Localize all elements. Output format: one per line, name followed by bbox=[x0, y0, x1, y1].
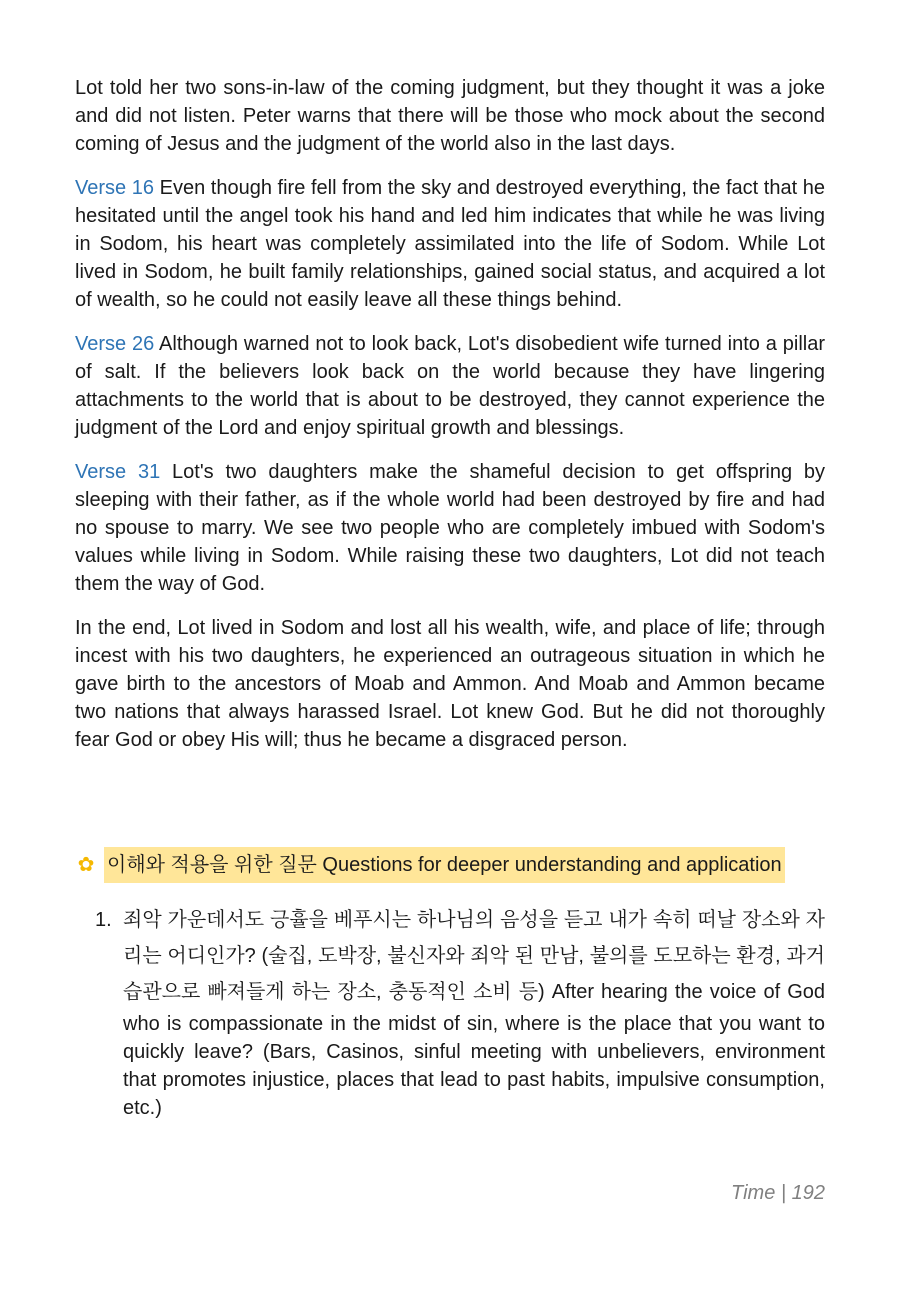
verse-reference: Verse 31 bbox=[75, 461, 161, 483]
paragraph-text: Even though fire fell from the sky and destroyed everything, the fact that he hesitated until the angel took his hand and led him indicates that while he was living in Sodom, his heart was completely assimilated into the life of Sodom. While Lot lived in Sodom, he built family relationships, gained social status, and acquired a lot of wealth, so he could not easily leave all these things behind. bbox=[75, 177, 825, 311]
paragraph-verse-31 bbox=[75, 458, 825, 598]
paragraph-text: Although warned not to look back, Lot's disobedient wife turned into a pillar of salt. If the believers look back on the world because they have lingering attachments to the world that is about to be destroyed, they cannot experience the judgment of the Lord and enjoy spiritual growth and blessings. bbox=[75, 333, 825, 439]
verse-reference: Verse 16 bbox=[75, 177, 154, 199]
question-english-text: After hearing the voice of God who is compassionate in the midst of sin, where is the place that you want to quickly leave? (Bars, Casinos, sinful meeting with unbelievers, environment that promotes injustice, places that lead to past habits, impulsive consumption, etc.) bbox=[123, 981, 825, 1119]
page-footer: Time | 192 bbox=[731, 1182, 825, 1204]
question-body bbox=[123, 902, 825, 1122]
paragraph-verse-16 bbox=[75, 174, 825, 314]
paragraph-conclusion bbox=[75, 614, 825, 754]
main-content bbox=[75, 74, 825, 770]
section-heading bbox=[75, 846, 785, 884]
flower-icon: ✿ bbox=[77, 854, 95, 876]
question-number: 1. bbox=[95, 909, 112, 931]
section-title: 이해와 적용을 위한 질문 Questions for deeper understanding and application bbox=[104, 847, 785, 883]
question-list bbox=[95, 902, 825, 1122]
paragraph-text: In the end, Lot lived in Sodom and lost all his wealth, wife, and place of life; through incest with his two daughters, he experienced an outrageous situation in which he gave birth to the ancestors of Moab and Ammon. And Moab and Ammon became two nations that always harassed Israel. Lot knew God. But he did not thoroughly fear God or obey His will; thus he became a disgraced person. bbox=[75, 617, 825, 751]
paragraph-text: Lot's two daughters make the shameful decision to get offspring by sleeping with their father, as if the whole world had been destroyed by fire and had no spouse to marry. We see two people who are completely imbued with Sodom's values while living in Sodom. While raising these two daughters, Lot did not teach them the way of God. bbox=[75, 461, 825, 595]
question-item bbox=[95, 902, 825, 1122]
question-korean-text: 죄악 가운데서도 긍휼을 베푸시는 하나님의 음성을 듣고 내가 속히 떠날 장소와 자리는 어디인가? (술집, 도박장, 불신자와 죄악 된 만남, 불의를 도모하는 환경, 과거습관으로 빠져들게 하는 장소, 충동적인 소비 등) bbox=[123, 909, 825, 1003]
paragraph-verse-26 bbox=[75, 330, 825, 442]
paragraph-text: Lot told her two sons-in-law of the coming judgment, but they thought it was a joke and did not listen. Peter warns that there will be those who mock about the second coming of Jesus and the judgment of the world also in the last days. bbox=[75, 77, 825, 155]
verse-reference: Verse 26 bbox=[75, 333, 155, 355]
paragraph-intro bbox=[75, 74, 825, 158]
